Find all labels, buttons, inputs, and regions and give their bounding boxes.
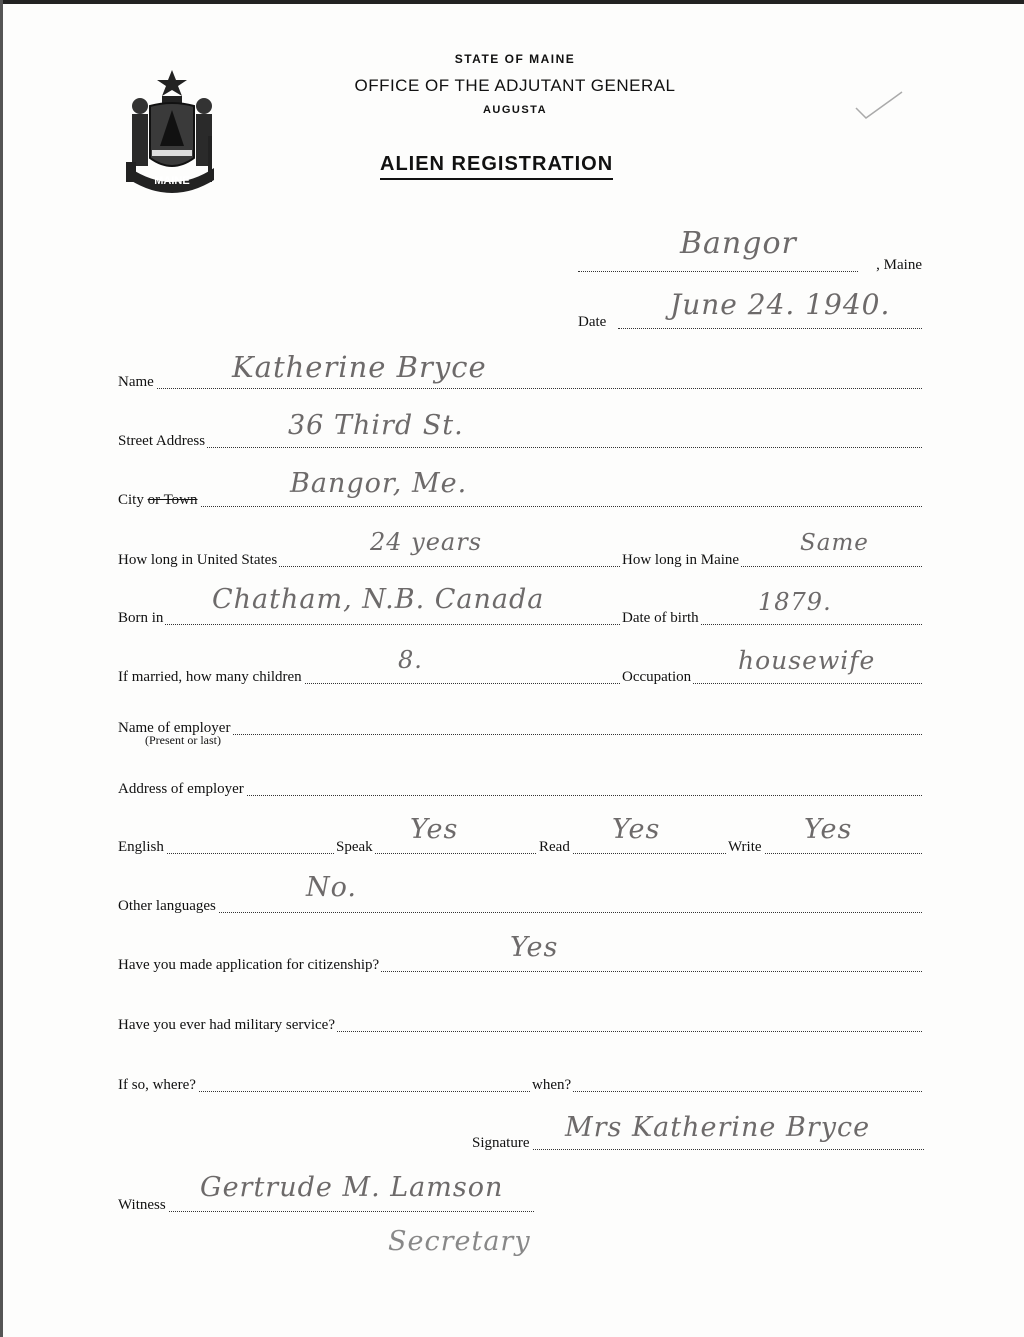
- where-label: If so, where?: [118, 1077, 196, 1093]
- maine-label: How long in Maine: [622, 552, 740, 568]
- signature-value: Mrs Katherine Bryce: [565, 1112, 871, 1143]
- name-value: Katherine Bryce: [232, 350, 487, 384]
- street-row: [118, 426, 922, 452]
- witness-title: Secretary: [388, 1226, 531, 1257]
- military-label: Have you ever had military service?: [118, 1017, 335, 1033]
- read-value: Yes: [612, 814, 661, 845]
- city-label: [118, 492, 200, 509]
- employer-sublabel: (Present or last): [145, 733, 221, 747]
- english-label: English: [118, 839, 164, 855]
- us-label: How long in United States: [118, 552, 278, 568]
- other-lang-label: Other languages: [118, 898, 216, 914]
- employer-row: [118, 713, 922, 739]
- employer-label: Name of employer: [118, 720, 231, 736]
- employer-address-row: [118, 774, 922, 800]
- scan-edge-top: [0, 0, 1024, 4]
- header-office: OFFICE OF THE ADJUTANT GENERAL: [354, 76, 676, 95]
- employer-address-label: Address of employer: [118, 781, 244, 797]
- scan-edge-left: [0, 0, 3, 1337]
- street-value: 36 Third St.: [288, 410, 464, 441]
- citizenship-label: Have you made application for citizenship?: [118, 957, 380, 973]
- speak-label: Speak: [336, 839, 373, 855]
- born-label: Born in: [118, 610, 164, 626]
- us-value: 24 years: [370, 528, 483, 556]
- city-label-city: City: [118, 492, 144, 508]
- where-row: [118, 1070, 922, 1096]
- maine-value: Same: [800, 530, 869, 556]
- speak-value: Yes: [410, 814, 459, 845]
- children-value: 8.: [398, 646, 423, 674]
- write-value: Yes: [804, 814, 853, 845]
- header-state: STATE OF MAINE: [454, 52, 576, 66]
- city-row: [118, 485, 922, 511]
- when-label: when?: [532, 1077, 572, 1093]
- born-value: Chatham, N.B. Canada: [212, 584, 545, 615]
- form-title: ALIEN REGISTRATION: [380, 153, 613, 180]
- seal-banner: MAINE: [154, 175, 190, 187]
- date-value: June 24. 1940.: [670, 288, 891, 321]
- city-label-struck: or Town: [147, 492, 198, 508]
- dob-label: Date of birth: [622, 610, 699, 626]
- military-row: [118, 1010, 922, 1036]
- place-value: Bangor: [680, 226, 797, 261]
- occupation-value: housewife: [738, 646, 876, 675]
- dob-value: 1879.: [758, 588, 832, 616]
- city-value: Bangor, Me.: [290, 468, 468, 499]
- read-label: Read: [539, 839, 570, 855]
- street-label: Street Address: [118, 433, 206, 449]
- witness-value: Gertrude M. Lamson: [200, 1172, 504, 1203]
- header-city: AUGUSTA: [482, 104, 548, 116]
- citizenship-value: Yes: [510, 932, 559, 963]
- other-lang-value: No.: [306, 872, 357, 903]
- english-row: [118, 832, 922, 858]
- other-lang-row: [118, 891, 922, 917]
- occupation-label: Occupation: [622, 669, 692, 685]
- children-label: If married, how many children: [118, 669, 302, 685]
- name-label: Name: [118, 374, 154, 390]
- write-label: Write: [728, 839, 762, 855]
- maine-state-seal-icon: [118, 66, 226, 194]
- date-label: Date: [578, 314, 607, 330]
- witness-label: Witness: [118, 1197, 166, 1213]
- check-mark-icon: [850, 86, 910, 126]
- signature-label: Signature: [472, 1135, 530, 1151]
- place-label: , Maine: [876, 257, 922, 273]
